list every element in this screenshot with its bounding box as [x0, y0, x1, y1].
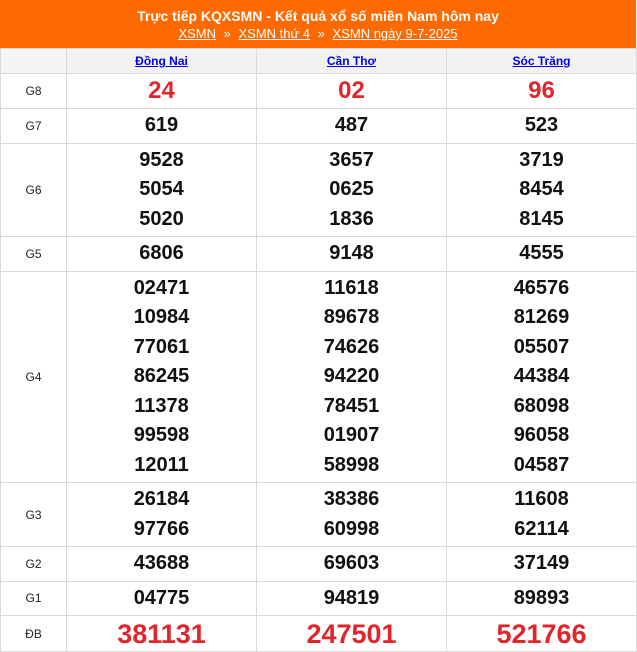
result-number: 94220: [323, 365, 380, 387]
result-number: 69603: [323, 552, 380, 574]
result-number: 96058: [513, 424, 570, 446]
table-row: [1, 74, 637, 109]
result-cell: [447, 143, 637, 237]
result-number: 01907: [323, 424, 380, 446]
result-number: 3657: [329, 148, 374, 171]
breadcrumb: [0, 25, 636, 42]
table-row: [1, 581, 637, 616]
result-number: 37149: [513, 552, 570, 574]
result-cell: [447, 616, 637, 652]
column-header-can-tho: [257, 49, 447, 74]
result-number: 99598: [133, 424, 190, 446]
result-cell: [447, 74, 637, 109]
result-number: 11608: [514, 488, 569, 510]
header-blank-cell: [1, 49, 67, 74]
result-number: 68098: [513, 394, 570, 417]
result-number: 0625: [329, 178, 374, 200]
result-number: 521766: [496, 618, 587, 649]
breadcrumb-separator: »: [317, 26, 325, 41]
table-row: [1, 483, 637, 547]
result-number: 5054: [139, 178, 184, 200]
result-number: 8145: [519, 207, 564, 230]
result-number: 94819: [323, 586, 380, 609]
result-number: 62114: [514, 517, 569, 540]
result-number: 38386: [323, 488, 380, 510]
result-number: 8454: [519, 178, 564, 200]
result-cell: [257, 547, 447, 582]
result-number: 04587: [513, 453, 570, 476]
breadcrumb-xsmn[interactable]: XSMN: [178, 26, 216, 41]
result-number: 619: [144, 114, 179, 136]
result-cell: [447, 581, 637, 616]
table-row: [1, 616, 637, 652]
results-table: [0, 48, 637, 652]
prize-label: G2: [1, 547, 67, 582]
result-number: 89893: [513, 586, 570, 609]
result-cell: [447, 271, 637, 483]
table-row: [1, 109, 637, 144]
result-number: 81269: [513, 306, 570, 328]
column-header-dong-nai: [67, 49, 257, 74]
result-number: 4555: [519, 242, 564, 264]
result-number: 74626: [323, 335, 380, 358]
breadcrumb-xsmn-date[interactable]: XSMN ngày 9-7-2025: [332, 26, 458, 41]
result-number: 02: [338, 77, 365, 104]
result-cell: [257, 74, 447, 109]
result-cell: [447, 547, 637, 582]
result-number: 5020: [139, 207, 184, 230]
result-cell: [257, 271, 447, 483]
result-number: 78451: [323, 394, 380, 417]
result-cell: [67, 74, 257, 109]
result-number: 487: [334, 114, 369, 136]
result-cell: [257, 143, 447, 237]
page-header: [0, 0, 636, 48]
result-number: 12011: [134, 453, 189, 476]
result-number: 10984: [133, 306, 190, 328]
result-cell: [257, 483, 447, 547]
table-header-row: [1, 49, 637, 74]
result-number: 44384: [513, 365, 570, 387]
page-title: Trực tiếp KQXSMN - Kết quả xổ số miền Nam hôm nay: [137, 8, 499, 24]
breadcrumb-xsmn-weekday[interactable]: XSMN thứ 4: [238, 26, 311, 41]
result-number: 02471: [133, 276, 190, 299]
prize-label: G3: [1, 483, 67, 547]
result-number: 523: [524, 114, 559, 136]
result-cell: [67, 483, 257, 547]
result-number: 86245: [133, 365, 190, 387]
result-number: 11378: [134, 394, 189, 417]
result-cell: [67, 547, 257, 582]
result-number: 381131: [117, 618, 206, 649]
table-row: [1, 237, 637, 272]
result-number: 24: [148, 77, 175, 104]
prize-label: G6: [1, 143, 67, 237]
results-body: [1, 74, 637, 652]
prize-label: G4: [1, 271, 67, 483]
result-cell: [257, 109, 447, 144]
result-cell: [257, 616, 447, 652]
result-cell: [447, 109, 637, 144]
prize-label: G1: [1, 581, 67, 616]
prize-label: ĐB: [1, 616, 67, 652]
column-header-soc-trang: [447, 49, 637, 74]
table-row: [1, 271, 637, 483]
table-row: [1, 547, 637, 582]
result-number: 97766: [133, 517, 190, 540]
province-link-can-tho[interactable]: Cần Thơ: [326, 54, 377, 68]
result-cell: [67, 109, 257, 144]
result-number: 247501: [306, 618, 397, 649]
prize-label: G8: [1, 74, 67, 109]
result-number: 6806: [139, 242, 184, 264]
result-number: 3719: [519, 148, 564, 171]
result-number: 1836: [329, 207, 374, 230]
result-cell: [67, 581, 257, 616]
result-cell: [67, 271, 257, 483]
result-cell: [67, 143, 257, 237]
result-number: 58998: [323, 453, 380, 476]
result-cell: [257, 581, 447, 616]
result-cell: [67, 616, 257, 652]
result-number: 43688: [133, 552, 190, 574]
result-cell: [447, 237, 637, 272]
result-number: 46576: [513, 276, 570, 299]
result-number: 26184: [133, 488, 190, 510]
breadcrumb-separator: »: [223, 26, 231, 41]
result-number: 11618: [324, 276, 379, 299]
province-link-soc-trang[interactable]: Sóc Trăng: [512, 54, 571, 68]
result-number: 05507: [513, 335, 570, 358]
table-row: [1, 143, 637, 237]
result-number: 77061: [133, 335, 190, 358]
result-number: 9528: [139, 148, 184, 171]
result-cell: [257, 237, 447, 272]
result-number: 60998: [323, 517, 380, 540]
result-cell: [67, 237, 257, 272]
prize-label: G7: [1, 109, 67, 144]
result-number: 96: [528, 77, 555, 104]
prize-label: G5: [1, 237, 67, 272]
result-number: 89678: [323, 306, 380, 328]
result-cell: [447, 483, 637, 547]
province-link-dong-nai[interactable]: Đồng Nai: [135, 54, 188, 68]
result-number: 04775: [133, 586, 190, 609]
result-number: 9148: [329, 242, 374, 264]
